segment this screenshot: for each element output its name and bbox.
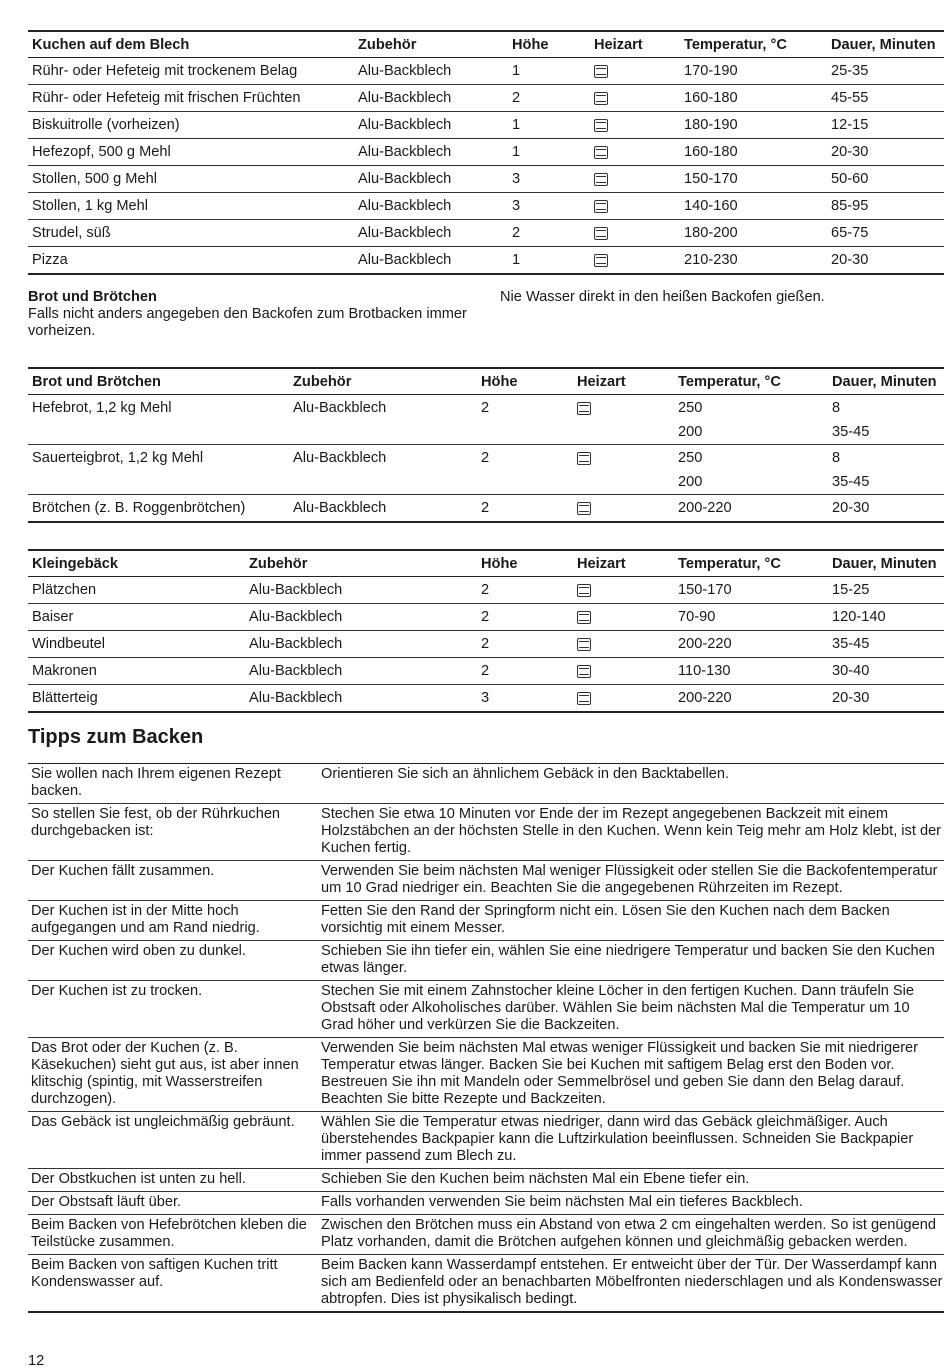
cell-accessory: Alu-Backblech xyxy=(354,139,508,166)
cell-level: 2 xyxy=(477,495,573,523)
tip-row xyxy=(28,1112,944,1169)
tip-row xyxy=(28,1169,944,1192)
table-row xyxy=(28,604,944,631)
top-bottom-heat-icon xyxy=(594,146,608,159)
tip-solution: Stechen Sie etwa 10 Minuten vor Ende der im Rezept angegebenen Backzeit mit einem Holzstäbchen an der höchsten Stelle in den Kuchen. Wenn kein Teig mehr am Holz klebt, ist der Kuchen fertig. xyxy=(318,804,944,861)
tip-row xyxy=(28,1038,944,1112)
table-row xyxy=(28,631,944,658)
col-header-duration: Dauer, Minuten xyxy=(828,368,944,395)
tip-problem: So stellen Sie fest, ob der Rührkuchen durchgebacken ist: xyxy=(28,804,318,861)
cell-temperature: 160-180 xyxy=(680,139,827,166)
cell-accessory: Alu-Backblech xyxy=(354,166,508,193)
top-bottom-heat-icon xyxy=(594,200,608,213)
cell-name: Strudel, süß xyxy=(28,220,354,247)
cell-accessory: Alu-Backblech xyxy=(354,247,508,275)
table-header-row xyxy=(28,368,944,395)
cell-duration xyxy=(828,445,944,495)
table-row xyxy=(28,220,944,247)
cell-duration: 45-55 xyxy=(827,85,944,112)
tip-problem: Das Gebäck ist ungleichmäßig gebräunt. xyxy=(28,1112,318,1169)
table-row xyxy=(28,495,944,523)
col-header-level: Höhe xyxy=(508,31,590,58)
cell-accessory: Alu-Backblech xyxy=(245,658,477,685)
cell-temperature: 210-230 xyxy=(680,247,827,275)
cell-heating xyxy=(590,85,680,112)
cell-heating xyxy=(590,220,680,247)
cell-duration: 12-15 xyxy=(827,112,944,139)
col-header-level: Höhe xyxy=(477,550,573,577)
cell-level-text: 2 xyxy=(481,400,490,416)
cell-temperature: 180-200 xyxy=(680,220,827,247)
cell-name-text: Hefebrot, 1,2 kg Mehl xyxy=(32,400,172,416)
bread-intro-section xyxy=(28,289,944,367)
cell-accessory: Alu-Backblech xyxy=(354,112,508,139)
tip-row xyxy=(28,981,944,1038)
tip-solution: Wählen Sie die Temperatur etwas niedriger, dann wird das Gebäck gleichmäßiger. Auch überstehendes Backpapier kann die Luftzirkulation beeinflussen. Schneiden Sie Backpapier immer passend zum Blech zu. xyxy=(318,1112,944,1169)
cell-heating xyxy=(590,58,680,85)
cell-duration: 50-60 xyxy=(827,166,944,193)
col-header-name: Kleingebäck xyxy=(28,550,245,577)
cell-name xyxy=(28,445,289,495)
cell-temperature: 200-220 xyxy=(674,631,828,658)
tip-row xyxy=(28,804,944,861)
cell-heating xyxy=(590,112,680,139)
tip-row xyxy=(28,1215,944,1255)
cell-accessory: Alu-Backblech xyxy=(245,604,477,631)
tip-row xyxy=(28,901,944,941)
cell-duration: 30-40 xyxy=(828,658,944,685)
cell-duration: 20-30 xyxy=(828,685,944,713)
tip-problem: Das Brot oder der Kuchen (z. B. Käsekuchen) sieht gut aus, ist aber innen klitschig (spintig, mit Wasserstreifen durchzogen). xyxy=(28,1038,318,1112)
cell-level-text: 2 xyxy=(481,450,490,466)
cell-temperature xyxy=(674,395,828,445)
top-bottom-heat-icon xyxy=(577,638,591,651)
tip-solution: Orientieren Sie sich an ähnlichem Gebäck in den Backtabellen. xyxy=(318,764,944,804)
tip-solution: Falls vorhanden verwenden Sie beim nächsten Mal ein tieferes Backblech. xyxy=(318,1192,944,1215)
cell-duration: 35-45 xyxy=(828,631,944,658)
cell-heating xyxy=(573,631,674,658)
col-header-heating: Heizart xyxy=(573,550,674,577)
cell-temperature: 200-220 xyxy=(674,685,828,713)
top-bottom-heat-icon xyxy=(577,584,591,597)
cell-heating xyxy=(590,166,680,193)
top-bottom-heat-icon xyxy=(577,692,591,705)
cell-level: 1 xyxy=(508,112,590,139)
table-row xyxy=(28,445,944,495)
tip-problem: Der Kuchen ist zu trocken. xyxy=(28,981,318,1038)
cell-heating xyxy=(573,577,674,604)
cell-accessory-text: Alu-Backblech xyxy=(293,400,387,416)
cell-duration: 15-25 xyxy=(828,577,944,604)
cell-temperature: 200-220 xyxy=(674,495,828,523)
col-header-temperature: Temperatur, °C xyxy=(674,550,828,577)
cake-table xyxy=(28,30,944,275)
cell-temperature: 160-180 xyxy=(680,85,827,112)
tip-problem: Beim Backen von Hefebrötchen kleben die Teilstücke zusammen. xyxy=(28,1215,318,1255)
tip-problem: Der Obstkuchen ist unten zu hell. xyxy=(28,1169,318,1192)
cell-heating xyxy=(590,247,680,275)
cell-accessory: Alu-Backblech xyxy=(354,58,508,85)
top-bottom-heat-icon xyxy=(594,119,608,132)
cell-level xyxy=(477,395,573,445)
cell-heating xyxy=(573,395,674,445)
top-bottom-heat-icon xyxy=(594,254,608,267)
table-row xyxy=(28,193,944,220)
tip-problem: Beim Backen von saftigen Kuchen tritt Kondenswasser auf. xyxy=(28,1255,318,1313)
cell-name: Rühr- oder Hefeteig mit trockenem Belag xyxy=(28,58,354,85)
page-number: 12 xyxy=(28,1353,45,1369)
cell-accessory: Alu-Backblech xyxy=(354,193,508,220)
duration-stage-1: 8 xyxy=(832,400,841,416)
tip-problem: Der Obstsaft läuft über. xyxy=(28,1192,318,1215)
table-row xyxy=(28,166,944,193)
cell-temperature: 170-190 xyxy=(680,58,827,85)
cell-level: 2 xyxy=(508,220,590,247)
cell-level: 3 xyxy=(477,685,573,713)
cell-temperature: 110-130 xyxy=(674,658,828,685)
cell-temperature: 150-170 xyxy=(680,166,827,193)
table-row xyxy=(28,247,944,275)
tip-problem: Der Kuchen wird oben zu dunkel. xyxy=(28,941,318,981)
duration-stage-2: 35-45 xyxy=(832,424,870,440)
cell-level xyxy=(477,445,573,495)
cell-level: 2 xyxy=(477,658,573,685)
col-header-name: Kuchen auf dem Blech xyxy=(28,31,354,58)
cell-accessory: Alu-Backblech xyxy=(354,220,508,247)
cell-heating xyxy=(590,139,680,166)
cell-heating xyxy=(590,193,680,220)
cell-heating xyxy=(573,604,674,631)
top-bottom-heat-icon xyxy=(577,502,591,515)
col-header-duration: Dauer, Minuten xyxy=(828,550,944,577)
cell-accessory: Alu-Backblech xyxy=(245,577,477,604)
tip-problem: Der Kuchen fällt zusammen. xyxy=(28,861,318,901)
cell-accessory xyxy=(289,445,477,495)
table-row xyxy=(28,85,944,112)
bread-intro-text: Falls nicht anders angegeben den Backofen zum Brotbacken immer vorheizen. xyxy=(28,306,467,339)
table-row xyxy=(28,395,944,445)
cell-level: 2 xyxy=(508,85,590,112)
cell-accessory: Alu-Backblech xyxy=(245,631,477,658)
tip-row xyxy=(28,941,944,981)
top-bottom-heat-icon xyxy=(594,173,608,186)
tip-solution: Schieben Sie den Kuchen beim nächsten Mal ein Ebene tiefer ein. xyxy=(318,1169,944,1192)
cell-duration xyxy=(828,395,944,445)
cell-temperature xyxy=(674,445,828,495)
cell-duration: 20-30 xyxy=(827,247,944,275)
cell-level: 1 xyxy=(508,139,590,166)
col-header-level: Höhe xyxy=(477,368,573,395)
col-header-heating: Heizart xyxy=(573,368,674,395)
col-header-accessory: Zubehör xyxy=(354,31,508,58)
bread-intro-text-block xyxy=(28,289,478,340)
cell-name xyxy=(28,395,289,445)
bread-warning-text: Nie Wasser direkt in den heißen Backofen gießen. xyxy=(500,289,825,305)
table-header-row xyxy=(28,31,944,58)
cell-level: 2 xyxy=(477,577,573,604)
cell-level: 3 xyxy=(508,193,590,220)
col-header-accessory: Zubehör xyxy=(245,550,477,577)
tip-problem: Sie wollen nach Ihrem eigenen Rezept backen. xyxy=(28,764,318,804)
top-bottom-heat-icon xyxy=(594,227,608,240)
cell-name: Stollen, 500 g Mehl xyxy=(28,166,354,193)
cell-duration: 65-75 xyxy=(827,220,944,247)
cell-level: 2 xyxy=(477,631,573,658)
top-bottom-heat-icon xyxy=(594,65,608,78)
tip-solution: Verwenden Sie beim nächsten Mal etwas weniger Flüssigkeit und backen Sie mit niedrigerer Temperatur etwas länger. Backen Sie bei Kuchen mit saftigem Belag erst den Boden vor. Bestreuen Sie ihn mit Mandeln oder Semmelbrösel und geben Sie dann den Belag darauf. Beachten Sie bitte Rezepte und Backzeiten. xyxy=(318,1038,944,1112)
tip-row xyxy=(28,1255,944,1313)
col-header-accessory: Zubehör xyxy=(289,368,477,395)
tips-table xyxy=(28,763,944,1313)
table-row xyxy=(28,58,944,85)
tip-row xyxy=(28,1192,944,1215)
cell-accessory: Alu-Backblech xyxy=(354,85,508,112)
cell-duration: 20-30 xyxy=(827,139,944,166)
tips-title: Tipps zum Backen xyxy=(28,726,204,748)
col-header-heating: Heizart xyxy=(590,31,680,58)
tip-solution: Schieben Sie ihn tiefer ein, wählen Sie eine niedrigere Temperatur und backen Sie den Kuchen etwas länger. xyxy=(318,941,944,981)
cell-name: Windbeutel xyxy=(28,631,245,658)
col-header-temperature: Temperatur, °C xyxy=(680,31,827,58)
cell-name: Baiser xyxy=(28,604,245,631)
tip-solution: Fetten Sie den Rand der Springform nicht ein. Lösen Sie den Kuchen nach dem Backen vorsichtig mit einem Messer. xyxy=(318,901,944,941)
col-header-duration: Dauer, Minuten xyxy=(827,31,944,58)
temp-stage-2: 200 xyxy=(678,424,703,440)
col-header-name: Brot und Brötchen xyxy=(28,368,289,395)
top-bottom-heat-icon xyxy=(577,452,591,465)
table-row xyxy=(28,685,944,713)
cell-accessory-text: Alu-Backblech xyxy=(293,450,387,466)
table-row xyxy=(28,112,944,139)
cell-duration: 25-35 xyxy=(827,58,944,85)
tip-solution: Beim Backen kann Wasserdampf entstehen. Er entweicht über der Tür. Der Wasserdampf kann sich am Bedienfeld oder an benachbarten Möbelfronten niederschlagen und als Kondenswasser abtropfen. Dies ist physikalisch bedingt. xyxy=(318,1255,944,1313)
duration-stage-1: 8 xyxy=(832,450,841,466)
cell-temperature: 150-170 xyxy=(674,577,828,604)
cell-name: Pizza xyxy=(28,247,354,275)
bread-table xyxy=(28,367,944,523)
tip-row xyxy=(28,861,944,901)
cell-name: Rühr- oder Hefeteig mit frischen Früchten xyxy=(28,85,354,112)
top-bottom-heat-icon xyxy=(577,665,591,678)
cell-level: 2 xyxy=(477,604,573,631)
cell-name: Brötchen (z. B. Roggenbrötchen) xyxy=(28,495,289,523)
top-bottom-heat-icon xyxy=(577,611,591,624)
temp-stage-1: 250 xyxy=(678,450,703,466)
tip-problem: Der Kuchen ist in der Mitte hoch aufgegangen und am Rand niedrig. xyxy=(28,901,318,941)
cell-level: 1 xyxy=(508,58,590,85)
cell-duration: 120-140 xyxy=(828,604,944,631)
cell-name-text: Sauerteigbrot, 1,2 kg Mehl xyxy=(32,450,204,466)
bread-intro-heading: Brot und Brötchen xyxy=(28,289,157,305)
page-content xyxy=(28,30,944,1313)
cell-temperature: 70-90 xyxy=(674,604,828,631)
cell-duration: 20-30 xyxy=(828,495,944,523)
cell-name: Makronen xyxy=(28,658,245,685)
tip-solution: Zwischen den Brötchen muss ein Abstand von etwa 2 cm eingehalten werden. So ist genügend Platz vorhanden, damit die Brötchen aufgehen können und gleichmäßig gebacken werden. xyxy=(318,1215,944,1255)
cell-accessory xyxy=(289,395,477,445)
tip-solution: Verwenden Sie beim nächsten Mal weniger Flüssigkeit oder stellen Sie die Backofentemperatur um 10 Grad niedriger ein. Beachten Sie die angegebenen Rührzeiten im Rezept. xyxy=(318,861,944,901)
cell-heating xyxy=(573,658,674,685)
cell-accessory: Alu-Backblech xyxy=(245,685,477,713)
cell-heating xyxy=(573,445,674,495)
tip-solution: Stechen Sie mit einem Zahnstocher kleine Löcher in den fertigen Kuchen. Dann träufeln Sie Obstsaft oder Alkoholisches darüber. Wählen Sie beim nächsten Mal die Temperatur um 10 Grad höher und verkürzen Sie die Backzeiten. xyxy=(318,981,944,1038)
table-row xyxy=(28,139,944,166)
cell-temperature: 180-190 xyxy=(680,112,827,139)
top-bottom-heat-icon xyxy=(577,402,591,415)
table-row xyxy=(28,658,944,685)
top-bottom-heat-icon xyxy=(594,92,608,105)
cell-accessory: Alu-Backblech xyxy=(289,495,477,523)
cell-name: Hefezopf, 500 g Mehl xyxy=(28,139,354,166)
table-row xyxy=(28,577,944,604)
temp-stage-2: 200 xyxy=(678,474,703,490)
cell-duration: 85-95 xyxy=(827,193,944,220)
cell-level: 3 xyxy=(508,166,590,193)
cell-name: Blätterteig xyxy=(28,685,245,713)
small-pastry-table xyxy=(28,549,944,713)
col-header-temperature: Temperatur, °C xyxy=(674,368,828,395)
cell-temperature: 140-160 xyxy=(680,193,827,220)
temp-stage-1: 250 xyxy=(678,400,703,416)
tip-row xyxy=(28,764,944,804)
cell-name: Plätzchen xyxy=(28,577,245,604)
duration-stage-2: 35-45 xyxy=(832,474,870,490)
cell-heating xyxy=(573,685,674,713)
cell-level: 1 xyxy=(508,247,590,275)
cell-name: Biskuitrolle (vorheizen) xyxy=(28,112,354,139)
cell-name: Stollen, 1 kg Mehl xyxy=(28,193,354,220)
cell-heating xyxy=(573,495,674,523)
table-header-row xyxy=(28,550,944,577)
